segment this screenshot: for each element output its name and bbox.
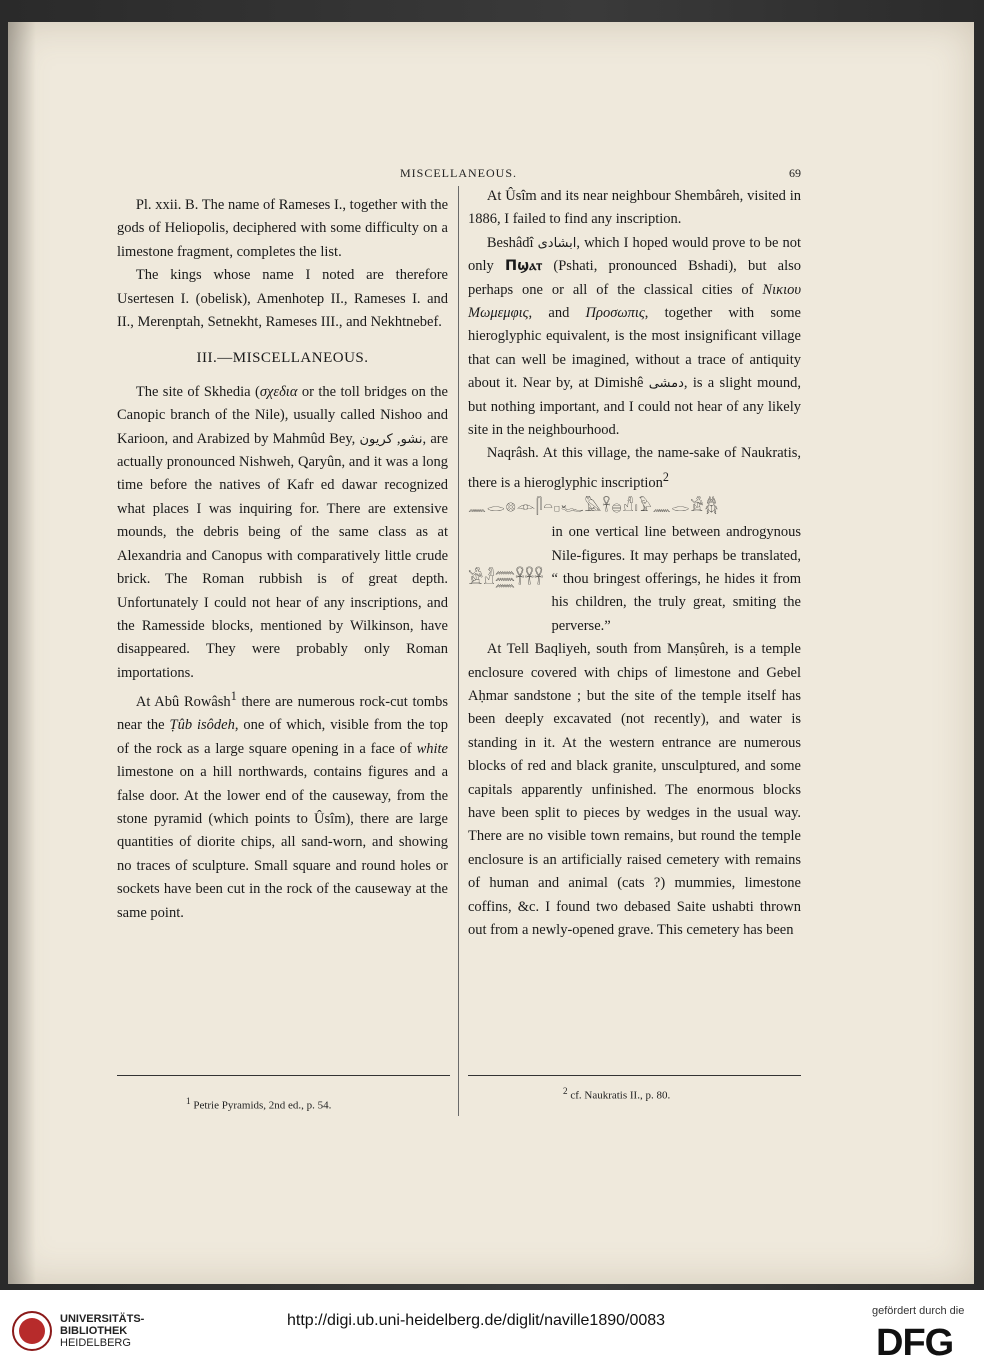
right-column [468, 185, 801, 942]
hieroglyph-inscription: 𓀀𓁐𓈗𓋹𓋹𓋹 [468, 568, 544, 589]
dfg-logo[interactable]: DFG [876, 1322, 954, 1364]
arabic-word: ابشادى [537, 235, 577, 251]
greek-word: Προσωπις [585, 305, 645, 322]
arabic-word: نشو [400, 431, 423, 447]
left-column [117, 194, 448, 925]
running-head: MISCELLANEOUS. [400, 166, 518, 180]
arabic-word: كريون [359, 431, 393, 447]
funding-label: gefördert durch die [872, 1305, 965, 1317]
paragraph: At Tell Baqliyeh, south from Manṣûreh, is a temple enclosure covered with chips of limestone and Gebel Aḥmar sandstone ; but the site of the temple itself has been deeply excavated (not recently), and water is standing in it. At the western entrance are numerous blocks of red and black granite, unsculptured, and some capitals apparently unfinished. The enormous blocks have been split to pieces by wedges in the usual way. There are no visible town remains, but round the temple enclosure is an artificially raised cemetery with remains of human and animal (cats ?) mummies, limestone coffins, &c. I found two debased Saite ushabti thrown out from a newly-opened grave. This cemetery has been [468, 641, 801, 939]
paragraph-continuation: in one vertical line between androgynous Nile-figures. It may perhaps be translated, “ thou bringest offerings, he hides it from his children, the truly great, smiting the perverse.” [551, 524, 801, 634]
section-heading: III.—MISCELLANEOUS. [196, 350, 369, 367]
footnote-ref[interactable]: 1 [230, 689, 237, 704]
library-name: UNIVERSITÄTS- BIBLIOTHEK HEIDELBERG [60, 1313, 145, 1349]
greek-word: Νικιου [762, 281, 801, 298]
paragraph: The site of Skhedia (σχεδια or the toll bridges on the Canopic branch of the Nile), usually called Nishoo and Karioon, and Arabized by Mahmûd Bey, نشو, كريون , are actually pronounced Nishweh, Qaryûn, and it was a long time before the natives of Kafr ed dawar recognized what places I was inquiring for. There are extensive mounds, the debris being of the same class as at Alexandria and Canopus with comparatively little crude brick. The Roman rubbish is of great depth. Unfortunately I could not hear of any inscriptions, and the Ramesside blocks, mentioned by Wilkinson, have disappeared. They were probably only Roman importations. [117, 383, 449, 681]
greek-word: Μωμεμφις [468, 305, 529, 322]
university-seal-icon [12, 1311, 52, 1351]
hieroglyph-row [468, 521, 801, 638]
page-number: 69 [789, 166, 801, 180]
page-gutter-shadow [8, 22, 36, 1284]
footnote-rule [117, 1075, 450, 1076]
permalink[interactable]: http://digi.ub.uni-heidelberg.de/diglit/naville1890/0083 [287, 1312, 666, 1329]
hieroglyph-inscription: 𓈖𓂋𓊖𓁹𓋴𓏏𓊪𓆑𓅓𓋹𓐍𓀭𓏤𓅱𓈖𓂋𓀀𓆣 [468, 497, 720, 516]
footnote-rule [468, 1075, 801, 1076]
footnote-ref[interactable]: 2 [662, 469, 669, 484]
footnote: $^1$ Petrie Pyramids, 2nd ed., p. 54. [186, 1096, 332, 1112]
paragraph: Pl. xxii. B. The name of Rameses I., together with the gods of Heliopolis, deciphered with some difficulty on a limestone fragment, completes the list. [117, 197, 448, 260]
column-divider [458, 186, 459, 1116]
paragraph: At Ûsîm and its near neighbour Shembâreh, visited in 1886, I failed to find any inscription. [468, 188, 801, 228]
paragraph: Naqrâsh. At this village, the name-sake of Naukratis, there is a hieroglyphic inscription$^2$ [468, 445, 801, 491]
arabic-word: دمشى [648, 376, 684, 392]
paragraph: At Abû Rowâsh$^1$ there are numerous rock-cut tombs near the Ṭûb isôdeh, one of which, visible from the top of the rock as a large square opening in a face of white limestone on a hill northwards, contains figures and a false door. At the lower end of the causeway, from the stone pyramid (which points to Ûsîm), there are large quantities of diorite chips, all sand-worn, and showing no traces of sculpture. Small square and round holes or sockets have been cut in the rock of the causeway at the same point. [117, 689, 449, 921]
footnote: $^2$ cf. Naukratis II., p. 80. [563, 1086, 671, 1102]
library-logo[interactable] [12, 1311, 144, 1351]
greek-word: σχεδια [259, 383, 298, 400]
coptic-word: Πϣⲁⲧ [504, 258, 543, 275]
paragraph: The kings whose name I noted are therefore Usertesen I. (obelisk), Amenhotep II., Rameses I. and II., Merenptah, Setnekht, Rameses III., and Nekhtnebef. [117, 267, 448, 331]
paragraph: Beshâdî ابشادى, which I hoped would prove to be not only Πϣⲁⲧ (Pshati, pronounced Bshadi), but also perhaps one or all of the classical cities of Νικιου Μωμεμφις, and Προσωπις, together with some hieroglyphic equivalent, is the most insignificant village that can well be imagined, without a trace of antiquity about it. Near by, at Dimishê دمشى, is a slight mound, but nothing important, and I could not hear of any likely site in the neighbourhood. [468, 234, 801, 439]
